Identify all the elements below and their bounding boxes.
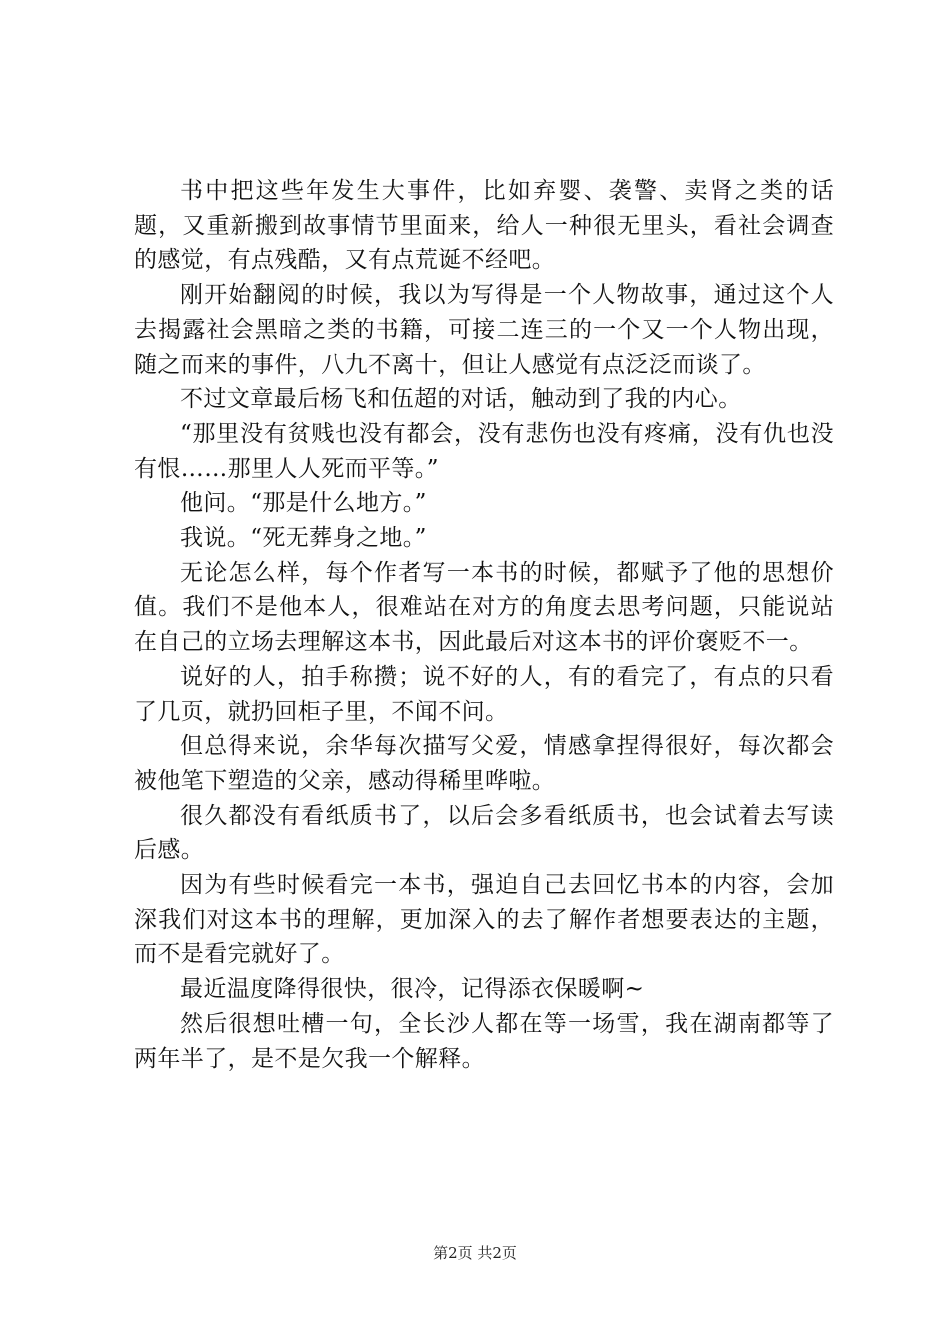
page-footer: 第2页 共2页	[433, 1244, 517, 1262]
paragraph: 因为有些时候看完一本书，强迫自己去回忆书本的内容，会加深我们对这本书的理解，更加深入的去了解作者想要表达的主题，而不是看完就好了。	[134, 872, 834, 968]
paragraph: 我说。“死无葬身之地。”	[180, 525, 427, 552]
paragraph: 无论怎么样，每个作者写一本书的时候，都赋予了他的思想价值。我们不是他本人，很难站在对方的角度去思考问题，只能说站在自己的立场去理解这本书，因此最后对这本书的评价褒贬不一。	[134, 559, 834, 656]
paragraph: 很久都没有看纸质书了，以后会多看纸质书，也会试着去写读后感。	[134, 802, 834, 864]
paragraph: 说好的人，拍手称攒；说不好的人，有的看完了，有点的只看了几页，就扔回柜子里，不闻不问。	[134, 663, 834, 725]
paragraph: 然后很想吐槽一句，全长沙人都在等一场雪，我在湖南都等了两年半了，是不是欠我一个解释。	[134, 1010, 834, 1072]
paragraph: 他问。“那是什么地方。”	[180, 490, 427, 517]
paragraph: 不过文章最后杨飞和伍超的对话，触动到了我的内心。	[180, 386, 742, 413]
paragraph: 刚开始翻阅的时候，我以为写得是一个人物故事，通过这个人去揭露社会黑暗之类的书籍，可接二连三的一个又一个人物出现，随之而来的事件，八九不离十，但让人感觉有点泛泛而谈了。	[134, 282, 834, 378]
document-body	[134, 174, 834, 1076]
paragraph: 书中把这些年发生大事件，比如弃婴、袭警、卖肾之类的话题，又重新搬到故事情节里面来，给人一种很无里头，看社会调查的感觉，有点残酷，又有点荒诞不经吧。	[134, 178, 834, 274]
paragraph: 最近温度降得很快，很冷，记得添衣保暖啊~	[180, 976, 645, 1003]
paragraph: “那里没有贫贱也没有都会，没有悲伤也没有疼痛，没有仇也没有恨……那里人人死而平等。”	[134, 420, 834, 482]
paragraph: 但总得来说，余华每次描写父爱，情感拿捏得很好，每次都会被他笔下塑造的父亲，感动得稀里哗啦。	[134, 733, 834, 794]
